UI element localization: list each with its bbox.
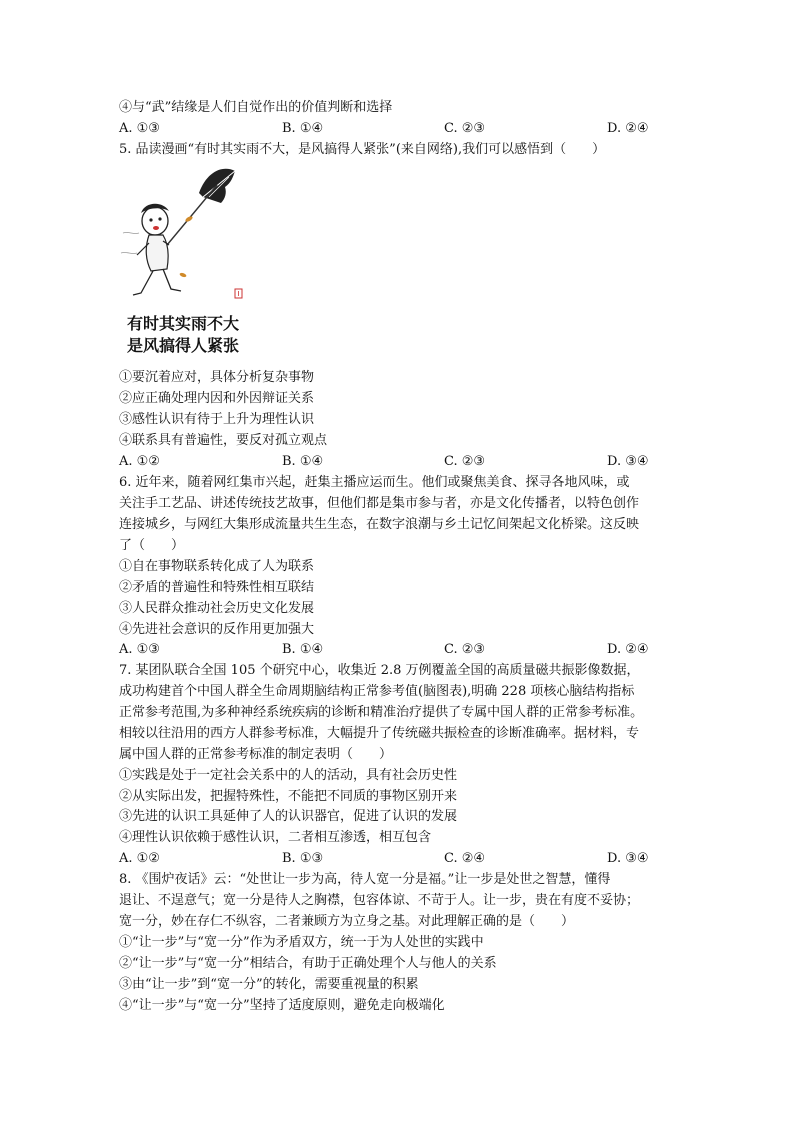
q8-item-4: ④“让一步”与“宽一分”坚持了适度原则，避免走向极端化 [119,998,445,1013]
q4-item-4: ④与“武”结缘是人们自觉作出的价值判断和选择 [119,100,393,115]
q7-stem-line-1: 7. 某团队联合全国 105 个研究中心，收集近 2.8 万例覆盖全国的高质量磁共振影像数据， [119,663,640,678]
q8-item-1: ①“让一步”与“宽一分”作为矛盾双方，统一于为人处世的实践中 [119,935,484,950]
q5-stem: 5. 品读漫画“有时其实雨不大，是风搞得人紧张”(来自网络),我们可以感悟到（ ） [119,142,606,157]
q7-stem-line-3: 正常参考范围,为多种神经系统疾病的诊断和精准治疗提供了专属中国人群的正常参考标准。 [119,705,644,720]
q5-item-4: ④联系具有普遍性，要反对孤立观点 [119,433,328,448]
q5-option-c: C. ②③ [444,454,486,469]
q6-item-1: ①自在事物联系转化成了人为联系 [119,559,315,574]
q4-option-c: C. ②③ [444,121,486,136]
cartoon-image [119,163,269,360]
q8-stem-line-2: 退让、不逞意气；宽一分是待人之胸襟，包容体谅、不苛于人。让一步，贵在有度不妥协； [119,893,640,908]
q5-item-1: ①要沉着应对，具体分析复杂事物 [119,370,315,385]
q7-option-c: C. ②④ [444,851,486,866]
cartoon-caption-1: 有时其实雨不大 [127,314,240,333]
q6-option-c: C. ②③ [444,642,486,657]
q8-stem-line-3: 宽一分，妙在存仁不纵容，二者兼顾方为立身之基。对此理解正确的是（ ） [119,914,575,929]
q6-item-3: ③人民群众推动社会历史文化发展 [119,601,315,616]
q8-item-3: ③由“让一步”到“宽一分”的转化，需要重视量的积累 [119,977,419,992]
cartoon-caption-2: 是风搞得人紧张 [127,336,240,355]
q4-option-b: B. ①④ [282,121,324,136]
q7-item-4: ④理性认识依赖于感性认识，二者相互渗透，相互包含 [119,830,432,845]
q7-stem-line-2: 成功构建首个中国人群全生命周期脑结构正常参考值(脑图表),明确 228 项核心脑结构指标 [119,684,635,699]
q4-option-a: A. ①③ [119,121,160,136]
q5-item-2: ②应正确处理内因和外因辩证关系 [119,391,315,406]
q7-option-a: A. ①② [119,851,160,866]
q5-option-b: B. ①④ [282,454,324,469]
q6-option-d: D. ②④ [607,642,649,657]
q6-stem-line-3: 连接城乡，与网红大集形成流量共生生态，在数字浪潮与乡土记忆间架起文化桥梁。这反映 [119,517,640,532]
q6-item-4: ④先进社会意识的反作用更加强大 [119,622,315,637]
q7-stem-line-5: 属中国人群的正常参考标准的制定表明（ ） [119,747,393,762]
q6-option-a: A. ①③ [119,642,160,657]
q5-option-a: A. ①② [119,454,160,469]
q6-stem-line-4: 了（ ） [119,538,185,553]
q5-item-3: ③感性认识有待于上升为理性认识 [119,412,315,427]
q7-option-d: D. ③④ [607,851,649,866]
q7-item-3: ③先进的认识工具延伸了人的认识器官，促进了认识的发展 [119,809,458,824]
q7-item-2: ②从实际出发，把握特殊性，不能把不同质的事物区别开来 [119,789,458,804]
q7-stem-line-4: 相较以往沿用的西方人群参考标准，大幅提升了传统磁共振检查的诊断准确率。据材料，专 [119,726,640,741]
q6-item-2: ②矛盾的普遍性和特殊性相互联结 [119,580,315,595]
q6-stem-line-1: 6. 近年来，随着网红集市兴起，赶集主播应运而生。他们或聚焦美食、探寻各地风味，或 [119,475,630,490]
q7-item-1: ①实践是处于一定社会关系中的人的活动，具有社会历史性 [119,768,458,783]
q5-option-d: D. ③④ [607,454,649,469]
q7-option-b: B. ①③ [282,851,324,866]
q8-stem-line-1: 8. 《围炉夜话》云：“处世让一步为高，待人宽一分是福。”让一步是处世之智慧，懂得 [119,872,611,887]
q4-option-d: D. ②④ [607,121,649,136]
q6-stem-line-2: 关注手工艺品、讲述传统技艺故事，但他们都是集市参与者，亦是文化传播者，以特色创作 [119,496,640,511]
q6-option-b: B. ①④ [282,642,324,657]
q8-item-2: ②“让一步”与“宽一分”相结合，有助于正确处理个人与他人的关系 [119,956,497,971]
